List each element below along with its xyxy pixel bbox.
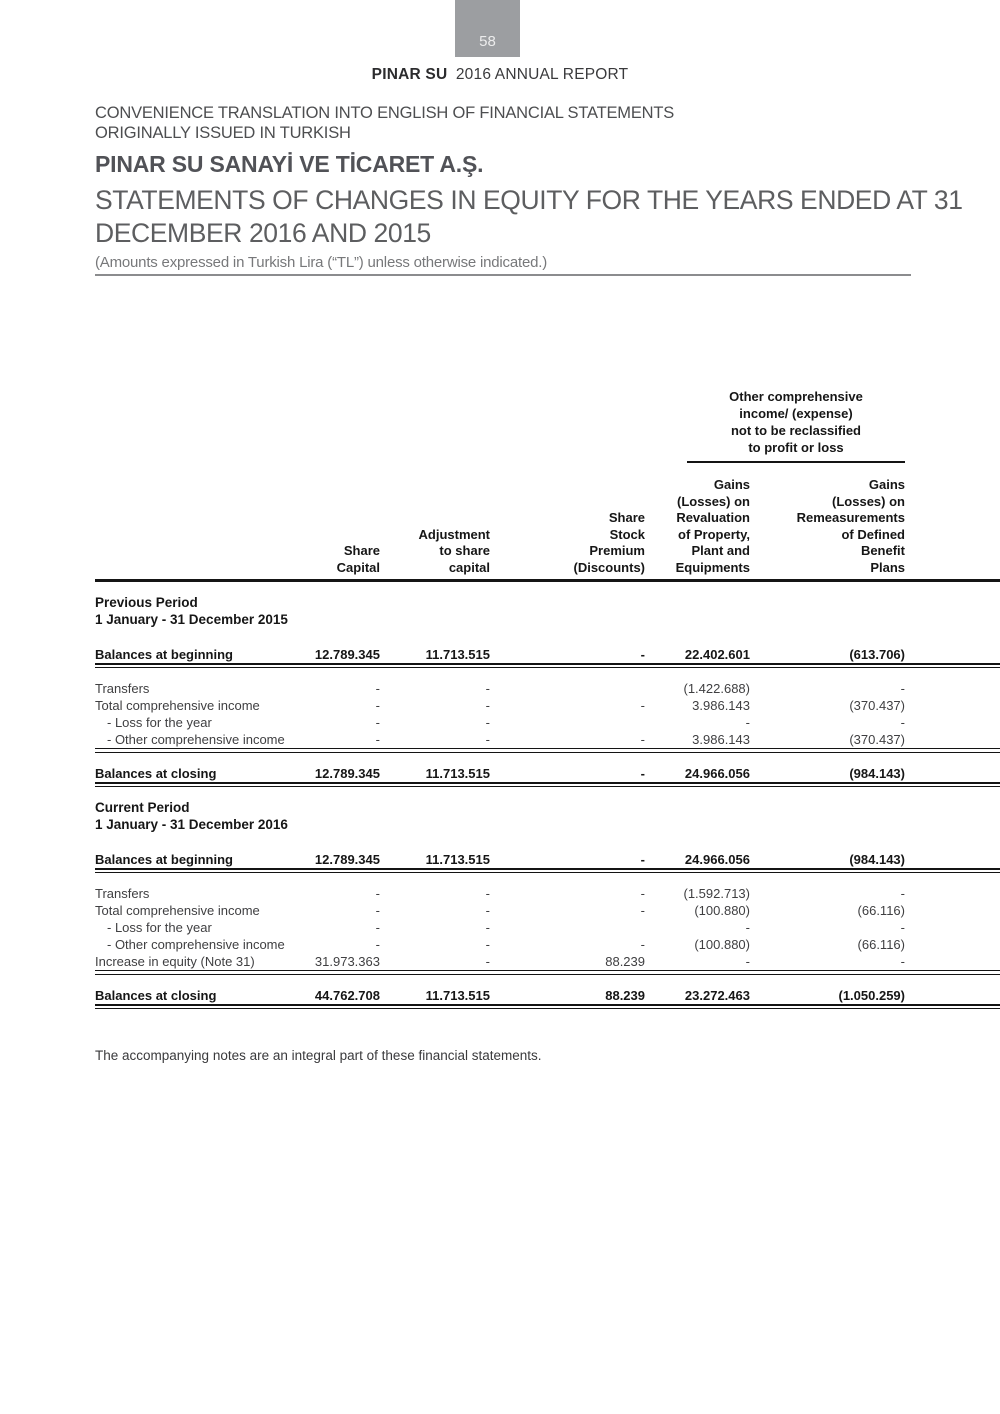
group-header-line: income/ (expense) — [739, 406, 853, 421]
cell-revaluation: 23.272.463 — [684, 988, 750, 1003]
statement-title-line2: DECEMBER 2016 AND 2015 — [95, 218, 431, 248]
cell-remeasurements: (984.143) — [849, 766, 905, 781]
cell-spacer — [905, 731, 1000, 748]
cell-adjustment: - — [485, 920, 490, 935]
translation-note-line1: CONVENIENCE TRANSLATION INTO ENGLISH OF FINANCIAL STATEMENTS — [95, 104, 675, 122]
cell-remeasurements: - — [900, 954, 905, 969]
cell-spacer — [905, 987, 1000, 1004]
row-label: Balances at closing — [95, 988, 217, 1003]
section-title-line: Previous Period — [95, 595, 198, 610]
table-row — [95, 902, 1000, 919]
cell-spacer — [905, 714, 1000, 731]
column-header-line: Premium — [589, 543, 645, 558]
cell-adjustment: - — [485, 732, 490, 747]
cell-share-capital: - — [375, 698, 380, 713]
cell-spacer — [905, 765, 1000, 782]
column-header-line: capital — [448, 559, 490, 575]
table-row — [95, 765, 1000, 782]
cell-revaluation: (100.880) — [694, 903, 750, 918]
cell-adjustment: - — [485, 886, 490, 901]
cell-premium — [490, 919, 645, 936]
cell-spacer — [905, 919, 1000, 936]
cell-adjustment: 11.713.515 — [425, 647, 490, 662]
cell-revaluation: 24.966.056 — [684, 766, 750, 781]
cell-premium: - — [640, 903, 645, 918]
cell-adjustment: - — [485, 698, 490, 713]
column-header-share-capital — [300, 543, 380, 576]
rule-balance — [95, 663, 1000, 668]
row-label: Transfers — [95, 886, 150, 901]
section-title-line: Current Period — [95, 800, 190, 815]
table-row — [95, 851, 1000, 868]
column-header-adjustment — [380, 527, 490, 577]
column-header-line: Share — [343, 543, 380, 558]
cell-revaluation: (100.880) — [694, 937, 750, 952]
cell-share-capital: 44.762.708 — [314, 988, 380, 1003]
rule-line — [95, 667, 1000, 668]
cell-revaluation: - — [745, 920, 750, 935]
column-header-line: Plant and — [691, 543, 750, 558]
cell-spacer — [905, 885, 1000, 902]
cell-premium: - — [640, 937, 645, 952]
cell-revaluation: 24.966.056 — [684, 852, 750, 867]
column-header-line: Capital — [336, 559, 380, 575]
cell-adjustment: - — [485, 937, 490, 952]
cell-remeasurements: (66.116) — [857, 903, 905, 918]
cell-adjustment: - — [485, 681, 490, 696]
section-title — [95, 594, 1000, 628]
row-label: Total comprehensive income — [95, 698, 260, 713]
report-title-rest: 2016 ANNUAL REPORT — [455, 66, 629, 83]
cell-remeasurements: (370.437) — [849, 732, 905, 747]
column-header-line: Share — [608, 510, 645, 525]
rule-line — [95, 786, 1000, 787]
column-header-premium — [490, 510, 645, 576]
table-row — [95, 646, 1000, 663]
cell-spacer — [905, 697, 1000, 714]
cell-premium: - — [640, 647, 645, 662]
amounts-note: (Amounts expressed in Turkish Lira (“TL”) unless otherwise indicated.) — [95, 255, 911, 276]
cell-remeasurements: - — [900, 920, 905, 935]
table-row — [95, 885, 1000, 902]
cell-share-capital: - — [375, 937, 380, 952]
cell-adjustment: - — [485, 954, 490, 969]
column-headers — [95, 477, 1000, 582]
footnote: The accompanying notes are an integral part of these financial statements. — [95, 1048, 542, 1063]
column-header-line: Stock — [609, 526, 645, 542]
column-header-line: Equipments — [675, 559, 750, 575]
row-label: - Loss for the year — [107, 715, 212, 730]
row-label: - Loss for the year — [107, 920, 212, 935]
page-number-box — [455, 0, 520, 57]
rule-line — [95, 974, 1000, 975]
cell-adjustment: - — [485, 715, 490, 730]
cell-share-capital: 12.789.345 — [314, 852, 380, 867]
rule-section — [95, 970, 1000, 975]
column-header-empty — [95, 575, 300, 576]
cell-share-capital: - — [375, 903, 380, 918]
column-header-spacer — [905, 575, 1000, 576]
cell-spacer — [905, 680, 1000, 697]
cell-revaluation: 3.986.143 — [692, 732, 750, 747]
cell-share-capital: - — [375, 732, 380, 747]
column-header-line: Gains — [868, 477, 905, 492]
cell-adjustment: 11.713.515 — [425, 988, 490, 1003]
cell-premium — [490, 680, 645, 697]
rule-balance — [95, 868, 1000, 873]
cell-share-capital: - — [375, 715, 380, 730]
section-title-line: 1 January - 31 December 2015 — [95, 612, 288, 627]
cell-premium: - — [640, 852, 645, 867]
row-label: Balances at closing — [95, 766, 217, 781]
cell-remeasurements: (613.706) — [849, 647, 905, 662]
cell-spacer — [905, 902, 1000, 919]
rule-line — [95, 868, 1000, 870]
column-header-revaluation — [645, 477, 750, 576]
cell-spacer — [905, 646, 1000, 663]
cell-share-capital: 31.973.363 — [314, 954, 380, 969]
cell-remeasurements: - — [900, 886, 905, 901]
cell-revaluation: (1.592.713) — [683, 886, 750, 901]
cell-revaluation: 22.402.601 — [684, 647, 750, 662]
cell-share-capital: - — [375, 920, 380, 935]
cell-revaluation: 3.986.143 — [692, 698, 750, 713]
equity-table — [95, 388, 1000, 1009]
cell-share-capital: 12.789.345 — [314, 647, 380, 662]
report-title-brand: PINAR SU — [371, 66, 448, 83]
cell-share-capital: - — [375, 681, 380, 696]
table-row — [95, 714, 1000, 731]
column-header-line: of Defined — [841, 526, 905, 542]
column-header-remeasurements — [750, 477, 905, 576]
cell-remeasurements: (66.116) — [857, 937, 905, 952]
translation-note-line2: ORIGINALLY ISSUED IN TURKISH — [95, 123, 351, 142]
section-title — [95, 799, 1000, 833]
rule-balance — [95, 782, 1000, 787]
column-header-line: of Property, — [678, 526, 750, 542]
row-label: - Other comprehensive income — [107, 937, 285, 952]
row-label: Balances at beginning — [95, 852, 233, 867]
column-header-line: Gains — [713, 477, 750, 492]
cell-adjustment: 11.713.515 — [425, 766, 490, 781]
cell-remeasurements: (370.437) — [849, 698, 905, 713]
table-row — [95, 919, 1000, 936]
cell-remeasurements: - — [900, 681, 905, 696]
cell-premium: - — [640, 698, 645, 713]
rule-line — [95, 752, 1000, 753]
column-header-line: Remeasurements — [796, 510, 905, 525]
section-title-line: 1 January - 31 December 2016 — [95, 817, 288, 832]
cell-share-capital: 12.789.345 — [314, 766, 380, 781]
row-label: - Other comprehensive income — [107, 732, 285, 747]
row-label: Total comprehensive income — [95, 903, 260, 918]
statement-title-line1: STATEMENTS OF CHANGES IN EQUITY FOR THE YEARS ENDED AT 31 — [95, 185, 963, 215]
rule-line — [95, 748, 1000, 749]
table-body — [95, 594, 1000, 1009]
company-name: PINAR SU SANAYİ VE TİCARET A.Ş. — [95, 151, 484, 177]
row-label: Transfers — [95, 681, 150, 696]
report-title — [0, 66, 1000, 84]
column-header-line: (Discounts) — [573, 559, 645, 575]
table-row — [95, 936, 1000, 953]
cell-premium: - — [640, 732, 645, 747]
rule-line — [95, 872, 1000, 873]
column-header-line: (Losses) on — [832, 493, 905, 509]
table-row — [95, 697, 1000, 714]
column-header-line: to share — [439, 543, 490, 558]
cell-adjustment: - — [485, 903, 490, 918]
group-header-line: Other comprehensive — [729, 389, 863, 404]
row-label: Increase in equity (Note 31) — [95, 954, 255, 969]
column-header-line: Adjustment — [418, 526, 490, 542]
group-header-line: not to be reclassified — [730, 423, 862, 438]
column-header-line: (Losses) on — [677, 493, 750, 509]
cell-remeasurements: (1.050.259) — [838, 988, 905, 1003]
table-row — [95, 680, 1000, 697]
cell-spacer — [905, 936, 1000, 953]
statement-title — [95, 184, 963, 250]
cell-share-capital: - — [375, 886, 380, 901]
rule-line — [95, 1008, 1000, 1009]
group-header — [687, 388, 905, 463]
rule-line — [95, 782, 1000, 784]
cell-premium: 88.239 — [605, 988, 645, 1003]
rule-balance — [95, 1004, 1000, 1009]
rule-line — [95, 663, 1000, 665]
cell-remeasurements: - — [900, 715, 905, 730]
cell-premium — [490, 714, 645, 731]
heading-block — [95, 104, 963, 276]
cell-spacer — [905, 851, 1000, 868]
table-row — [95, 731, 1000, 748]
table-row — [95, 953, 1000, 970]
column-header-line: Benefit — [860, 543, 905, 558]
cell-revaluation: (1.422.688) — [683, 681, 750, 696]
rule-line — [95, 1004, 1000, 1006]
cell-premium: 88.239 — [605, 954, 645, 969]
cell-premium: - — [640, 886, 645, 901]
column-header-line: Plans — [870, 559, 905, 575]
cell-adjustment: 11.713.515 — [425, 852, 490, 867]
column-header-line: Revaluation — [676, 510, 750, 525]
group-header-line: to profit or loss — [748, 440, 844, 455]
cell-premium: - — [640, 766, 645, 781]
table-row — [95, 987, 1000, 1004]
rule-section — [95, 748, 1000, 753]
cell-revaluation: - — [745, 715, 750, 730]
page-number: 58 — [479, 33, 496, 50]
cell-remeasurements: (984.143) — [849, 852, 905, 867]
rule-line — [95, 970, 1000, 971]
cell-revaluation: - — [745, 954, 750, 969]
row-label: Balances at beginning — [95, 647, 233, 662]
cell-spacer — [905, 953, 1000, 970]
